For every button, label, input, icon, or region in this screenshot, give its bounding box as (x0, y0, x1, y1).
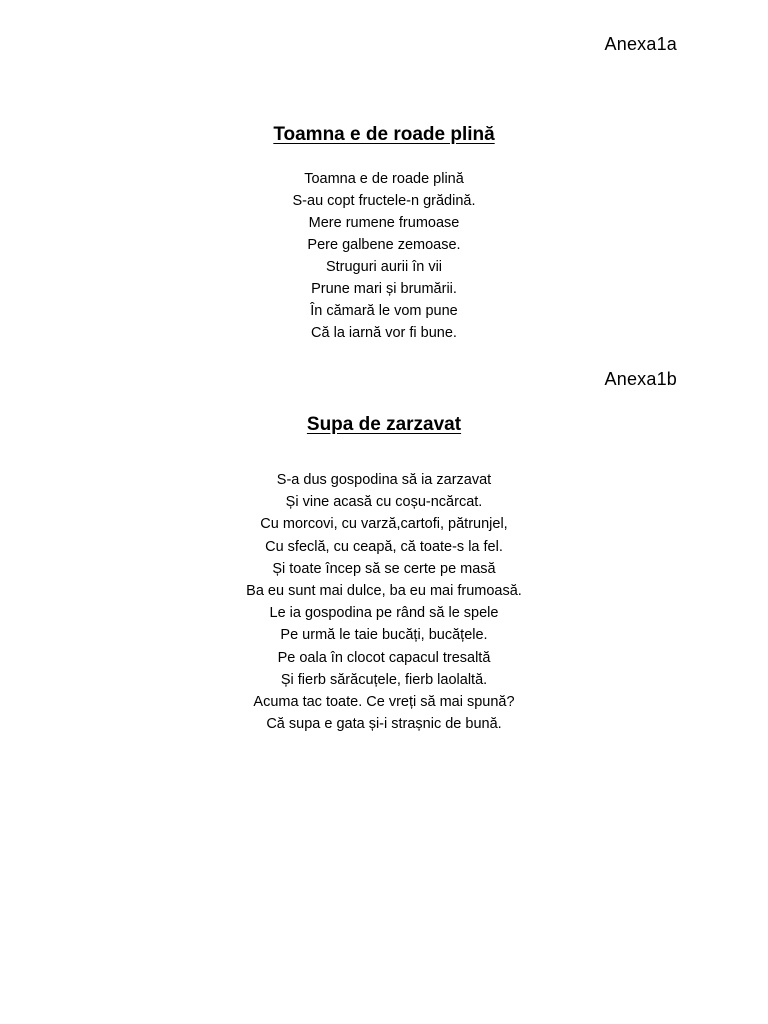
poem-line: Că supa e gata și-i strașnic de bună. (266, 716, 502, 733)
poem-line: Le ia gospodina pe rând să le spele (269, 605, 499, 622)
poem-line: Și toate încep să se certe pe masă (272, 560, 496, 577)
poem-line: Cu sfeclă, cu ceapă, că toate-s la fel. (265, 538, 503, 555)
poem-line: Ba eu sunt mai dulce, ba eu mai frumoasă. (246, 582, 522, 599)
poem-line: Pe oala în clocot capacul tresaltă (277, 649, 491, 666)
poem-line: Toamna e de roade plină (304, 171, 464, 187)
poem-line: Acuma tac toate. Ce vreți să mai spună? (253, 693, 515, 710)
poem-title: Toamna e de roade plină (273, 124, 495, 145)
poem-line: Pere galbene zemoase. (307, 237, 461, 253)
poem-line: Că la iarnă vor fi bune. (311, 325, 457, 341)
annex-label: Anexa1a (604, 34, 677, 54)
poem-line: În cămară le vom pune (310, 303, 458, 319)
poem-body (0, 168, 768, 344)
poem-title: Supa de zarzavat (306, 414, 462, 435)
poem-line: Struguri aurii în vii (325, 259, 443, 275)
poem-body (0, 469, 768, 735)
poem-line: Și vine acasă cu coșu-ncărcat. (285, 494, 483, 511)
annex-label: Anexa1b (604, 369, 677, 389)
poem-line: Mere rumene frumoase (308, 215, 460, 231)
poem-line: Și fierb sărăcuțele, fierb laolaltă. (280, 671, 488, 688)
poem-line: S-au copt fructele-n grădină. (292, 193, 476, 209)
poem-line: S-a dus gospodina să ia zarzavat (276, 472, 492, 488)
poem-line: Pe urmă le taie bucăți, bucățele. (280, 627, 488, 644)
poem-line: Cu morcovi, cu varză,cartofi, pătrunjel, (260, 516, 508, 533)
poem-line: Prune mari și brumării. (311, 281, 457, 297)
